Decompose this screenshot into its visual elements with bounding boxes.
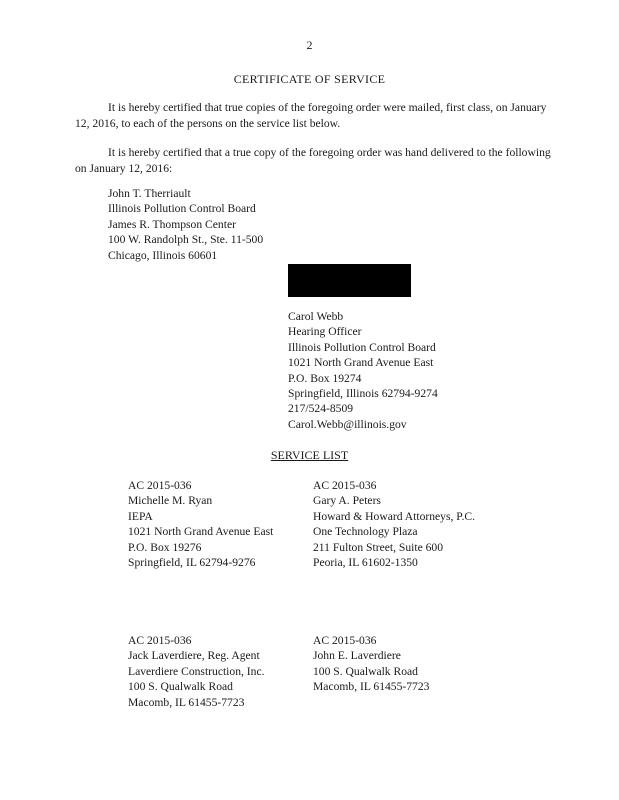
case-number: AC 2015-036 xyxy=(313,479,377,492)
recipient-name: John T. Therriault xyxy=(108,187,191,200)
recipient-organization: Illinois Pollution Control Board xyxy=(108,202,256,216)
service-list-entry xyxy=(128,633,265,710)
party-city: Macomb, IL 61455-7723 xyxy=(313,680,430,694)
service-list-entry xyxy=(128,478,273,570)
party-name: Gary A. Peters xyxy=(313,494,381,508)
case-number: AC 2015-036 xyxy=(128,634,192,647)
party-city: Peoria, IL 61602-1350 xyxy=(313,556,418,570)
party-organization: Howard & Howard Attorneys, P.C. xyxy=(313,509,475,523)
signer-name: Carol Webb xyxy=(288,310,344,323)
party-street: 1021 North Grand Avenue East xyxy=(128,525,274,539)
signer-email: Carol.Webb@illinois.gov xyxy=(288,417,407,431)
case-number: AC 2015-036 xyxy=(313,634,377,647)
page-number: 2 xyxy=(306,38,313,52)
recipient-building: James R. Thompson Center xyxy=(108,217,236,231)
signer-city: Springfield, Illinois 62794-9274 xyxy=(288,387,438,401)
party-organization: Laverdiere Construction, Inc. xyxy=(128,664,265,678)
party-name: Michelle M. Ryan xyxy=(128,494,213,508)
party-name: John E. Laverdiere xyxy=(313,649,401,663)
recipient-street: 100 W. Randolph St., Ste. 11-500 xyxy=(108,233,264,247)
party-street: 100 S. Qualwalk Road xyxy=(313,664,418,678)
case-number: AC 2015-036 xyxy=(128,479,192,492)
redacted-signature xyxy=(288,264,411,297)
recipient-city: Chicago, Illinois 60601 xyxy=(108,248,218,262)
mailed-certification-paragraph: It is hereby certified that true copies of the foregoing order were mailed, first class, on January 12, 2016, to each of the persons on the service list below. xyxy=(75,101,547,130)
signer-street: 1021 North Grand Avenue East xyxy=(288,356,434,370)
signer-phone: 217/524-8509 xyxy=(288,402,354,416)
signer-title: Hearing Officer xyxy=(288,325,362,339)
signer-organization: Illinois Pollution Control Board xyxy=(288,340,436,354)
hand-delivery-certification-paragraph: It is hereby certified that a true copy of the foregoing order was hand delivered to the following on January 12, 2016: xyxy=(75,146,551,175)
party-po-box: P.O. Box 19276 xyxy=(128,540,202,554)
party-organization: IEPA xyxy=(128,509,153,523)
party-street: 100 S. Qualwalk Road xyxy=(128,680,233,694)
party-city: Springfield, IL 62794-9276 xyxy=(128,556,256,570)
certificate-heading: CERTIFICATE OF SERVICE xyxy=(233,72,386,86)
service-list-heading: SERVICE LIST xyxy=(270,448,349,462)
party-city: Macomb, IL 61455-7723 xyxy=(128,695,245,709)
signer-block xyxy=(288,309,438,432)
party-street: 211 Fulton Street, Suite 600 xyxy=(313,540,443,554)
party-name: Jack Laverdiere, Reg. Agent xyxy=(128,649,260,663)
party-building: One Technology Plaza xyxy=(313,525,418,539)
signer-po-box: P.O. Box 19274 xyxy=(288,371,362,385)
service-list-entry xyxy=(313,633,429,695)
hand-delivery-recipient-address xyxy=(108,186,263,263)
service-list-entry xyxy=(313,478,475,570)
